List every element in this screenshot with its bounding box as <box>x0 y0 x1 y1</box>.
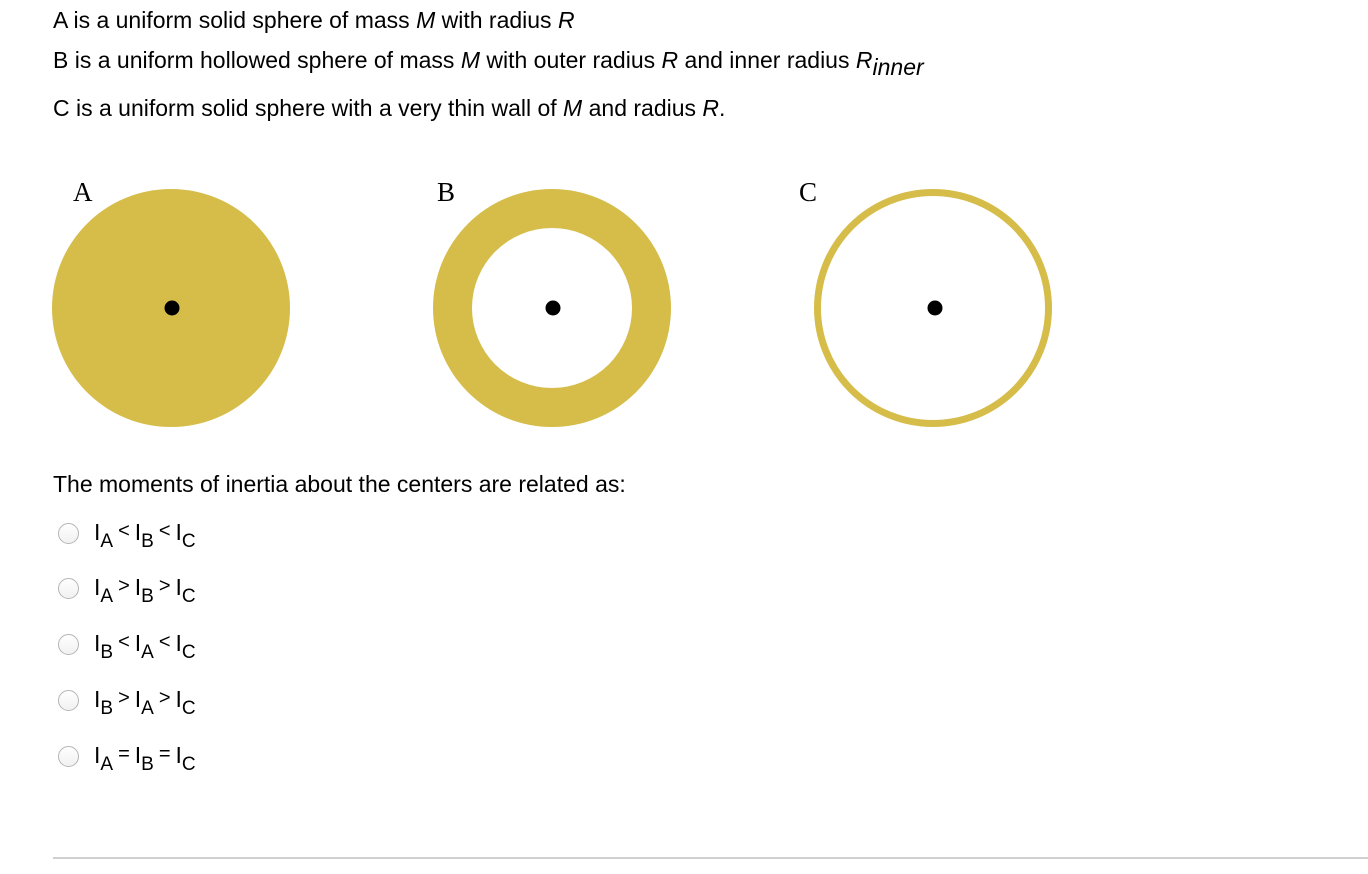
figure-label-c: C <box>799 177 818 207</box>
relation-operator: > <box>158 686 171 709</box>
option-relation-1 <box>94 518 196 552</box>
line-c-radius-symbol: R <box>702 95 720 121</box>
line-c-suffix: . <box>719 95 726 121</box>
relation-operator: < <box>158 519 171 542</box>
line-c-prefix: C is a uniform solid sphere with a very thin wall of <box>53 95 564 121</box>
inertia-subscript: C <box>181 585 196 607</box>
center-dot-a <box>165 301 180 316</box>
line-b-inner-subscript: inner <box>872 54 924 80</box>
relation-operator: > <box>158 574 171 597</box>
line-b-mass-symbol: M <box>460 47 480 73</box>
center-dot-c <box>928 301 943 316</box>
line-c-mass-symbol: M <box>563 95 583 121</box>
answer-option-4[interactable] <box>58 683 196 717</box>
line-a-radius-symbol: R <box>557 7 575 33</box>
divider <box>53 857 1368 859</box>
inertia-subscript: C <box>181 753 196 775</box>
inertia-symbol: I <box>134 741 142 768</box>
relation-operator: > <box>118 686 130 709</box>
inertia-subscript: A <box>100 530 114 552</box>
line-b-inner-symbol: R <box>855 47 873 73</box>
inertia-subscript: B <box>100 697 114 719</box>
inertia-subscript: B <box>141 585 154 607</box>
inertia-subscript: B <box>141 753 154 775</box>
line-c-middle: and radius <box>582 95 703 121</box>
inertia-subscript: B <box>100 641 114 663</box>
option-relation-5 <box>94 741 196 775</box>
inertia-symbol: I <box>175 629 182 656</box>
option-relation-4 <box>94 685 196 719</box>
radio-button-5[interactable] <box>58 746 79 767</box>
inertia-subscript: C <box>181 641 196 663</box>
answer-option-5[interactable] <box>58 739 196 773</box>
inertia-subscript: A <box>100 753 114 775</box>
inertia-symbol: I <box>175 573 182 600</box>
radio-button-4[interactable] <box>58 690 79 711</box>
line-b-radius-symbol: R <box>661 47 679 73</box>
relation-operator: = <box>158 742 171 765</box>
relation-operator: < <box>118 519 130 542</box>
figure-label-b: B <box>437 177 456 207</box>
inertia-symbol: I <box>175 518 182 545</box>
radio-button-1[interactable] <box>58 523 79 544</box>
line-a-middle: with radius <box>435 7 558 33</box>
inertia-subscript: A <box>141 641 154 663</box>
center-dot-b <box>546 301 561 316</box>
inertia-symbol: I <box>134 518 142 545</box>
inertia-symbol: I <box>134 629 142 656</box>
inertia-symbol: I <box>94 518 101 545</box>
radio-button-3[interactable] <box>58 634 79 655</box>
inertia-subscript: B <box>141 530 154 552</box>
inertia-symbol: I <box>94 629 101 656</box>
relation-operator: > <box>118 574 130 597</box>
inertia-symbol: I <box>94 741 101 768</box>
inertia-subscript: C <box>181 530 196 552</box>
line-a-prefix: A is a uniform solid sphere of mass <box>53 7 417 33</box>
inertia-subscript: A <box>141 697 154 719</box>
relation-operator: < <box>118 630 130 653</box>
relation-operator: = <box>118 742 130 765</box>
inertia-symbol: I <box>175 685 182 712</box>
answer-option-2[interactable] <box>58 571 196 605</box>
inertia-symbol: I <box>134 573 142 600</box>
line-b-middle: with outer radius <box>479 47 662 73</box>
line-b-prefix: B is a uniform hollowed sphere of mass <box>53 47 461 73</box>
relation-operator: < <box>158 630 171 653</box>
answer-option-3[interactable] <box>58 627 196 661</box>
inertia-subscript: C <box>181 697 196 719</box>
inertia-symbol: I <box>94 685 101 712</box>
inertia-symbol: I <box>175 741 182 768</box>
option-relation-3 <box>94 629 196 663</box>
radio-button-2[interactable] <box>58 578 79 599</box>
option-relation-2 <box>94 573 196 607</box>
inertia-subscript: A <box>100 585 114 607</box>
answer-option-1[interactable] <box>58 516 196 550</box>
figure-label-a: A <box>73 177 93 207</box>
inertia-symbol: I <box>94 573 101 600</box>
inertia-symbol: I <box>134 685 142 712</box>
line-a-mass-symbol: M <box>416 7 436 33</box>
line-b-middle2: and inner radius <box>678 47 856 73</box>
question-text: The moments of inertia about the centers are related as: <box>53 471 626 497</box>
